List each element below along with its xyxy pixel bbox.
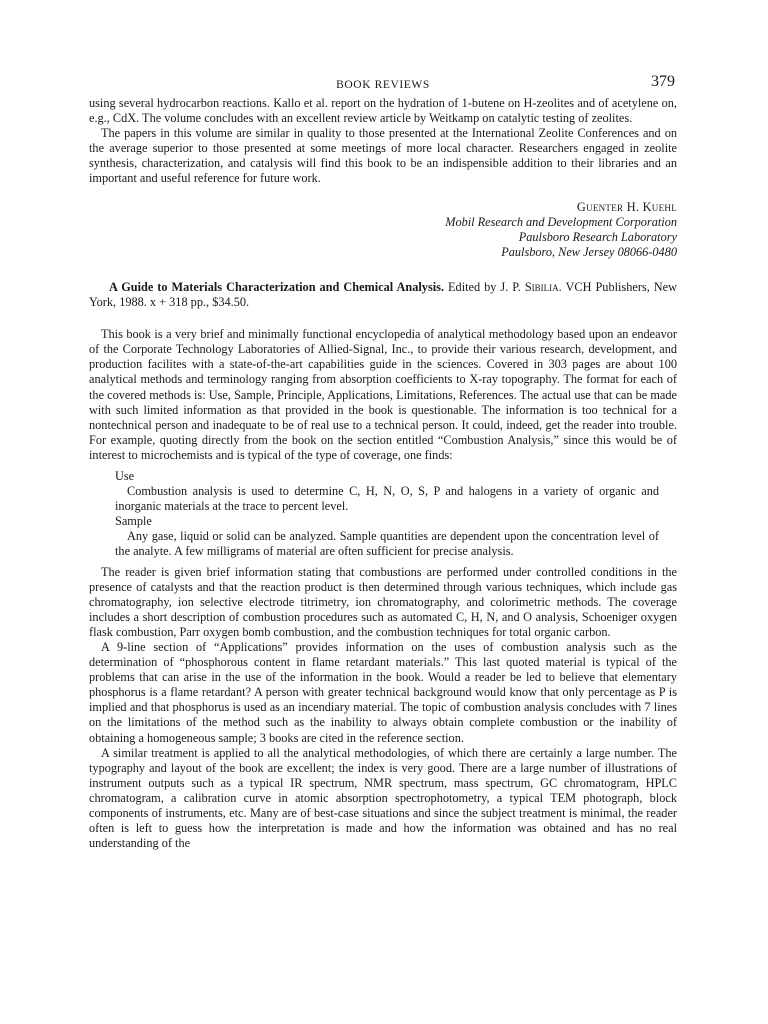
quote-text-use: Combustion analysis is used to determine C, H, N, O, S, P and halogens in a variety of organic and inorganic materials at the trace to percent level. <box>115 484 659 514</box>
block-quote <box>115 469 677 560</box>
publication-details: VCH Publishers, New York, 1988. x + 318 pp., $34.50. <box>89 279 678 310</box>
book-editor: Sibilia. <box>524 279 562 294</box>
book-title: A Guide to Materials Characterization and Chemical Analysis. <box>109 279 445 294</box>
reviewer-affiliation-line: Paulsboro, New Jersey 08066-0480 <box>501 244 677 259</box>
review-paragraph: The reader is given brief information stating that combustions are performed under controlled conditions in the presence of catalysts and that the reaction product is then determined through various techniques, which include gas chromatography, ion selective electrode titrimetry, ion chromatography, and colorimetric methods. The coverage includes a short description of combustion procedures such as automated C, H, N, and O analysis, Schoeniger oxygen flask combustion, Parr oxygen bomb combustion, and the combustion techniques for total organic carbon. <box>89 564 677 639</box>
running-header <box>89 74 677 96</box>
prev-review-paragraph: using several hydrocarbon reactions. Kallo et al. report on the hydration of 1-butene on H-zeolites and of acetylene on, e.g., CdX. The volume concludes with an excellent review article by Weitkamp on catalytic testing of zeolites. <box>89 96 677 126</box>
quote-heading-sample: Sample <box>115 514 152 529</box>
quote-text-sample: Any gase, liquid or solid can be analyzed. Sample quantities are dependent upon the concentration level of the analyte. A few milligrams of material are often sufficient for precise analysis. <box>115 529 659 559</box>
reviewer-affiliation-line: Paulsboro Research Laboratory <box>518 229 677 244</box>
prev-review-paragraph: The papers in this volume are similar in quality to those presented at the International Zeolite Conferences and on the average superior to those presented at some meetings of more local character. Researchers engaged in zeolite synthesis, characterization, and catalysis will find this book to be an indispensible addition to their libraries and an important and useful reference for future work. <box>89 126 677 186</box>
reviewer-signature <box>89 200 677 260</box>
journal-page <box>89 74 677 851</box>
quote-heading-use: Use <box>115 468 135 483</box>
reviewer-affiliation-line: Mobil Research and Development Corporation <box>445 214 677 229</box>
edited-by: Edited by J. P. <box>448 279 521 294</box>
book-citation <box>89 280 677 310</box>
section-title: BOOK REVIEWS <box>336 79 430 91</box>
review-paragraph: This book is a very brief and minimally functional encyclopedia of analytical methodology based upon an endeavor of the Corporate Technology Laboratories of Allied-Signal, Inc., to provide their various research, development, and production facilites with a state-of-the-art capabilities guide in the sciences. Covered in 303 pages are about 100 analytical methods and terminology ranging from absorption coefficients to X-ray topography. The format for each of the covered methods is: Use, Sample, Principle, Applications, Limitations, References. The actual use that can be made with such limited information as that provided in the book is questionable. The information is too technical for a nontechnical person and inadequate to be of real use to a technical person. It could, indeed, get the reader into trouble. For example, quoting directly from the book on the section entitled “Combustion Analysis,” since this would be of interest to microchemists and is typical of the type of coverage, one finds: <box>89 327 677 462</box>
page-number: 379 <box>651 73 675 90</box>
review-paragraph: A 9-line section of “Applications” provides information on the uses of combustion analysis such as the determination of “phosphorous content in flame retardant materials.” This last quoted material is typical of the problems that can arise in the use of the information in the book. Would a reader be led to believe that elementary phosphorus is a flame retardant? A person with greater technical background would know that only percentage as P is implied and that phosphorus is used as an incendiary material. The topic of combustion analysis concludes with 7 lines on the limitations of the method such as the inability to always obtain complete combustion or the inability of obtaining a homogeneous sample; 3 books are cited in the reference section. <box>89 640 677 745</box>
reviewer-name: Guenter H. Kuehl <box>576 199 677 214</box>
review-paragraph: A similar treatment is applied to all the analytical methodologies, of which there are certainly a large number. The typography and layout of the book are excellent; the index is very good. There are a large number of illustrations of instrument outputs such as a typical IR spectrum, NMR spectrum, mass spectrum, GC chromatogram, HPLC chromatogram, a calibration curve in atomic absorption spectrophotometry, a typical TEM photograph, block components of instruments, etc. Many are of best-case situations and since the subject treatment is minimal, the reader often is left to guess how the interpretation is made and how the information was obtained and has no real understanding of the <box>89 745 677 851</box>
